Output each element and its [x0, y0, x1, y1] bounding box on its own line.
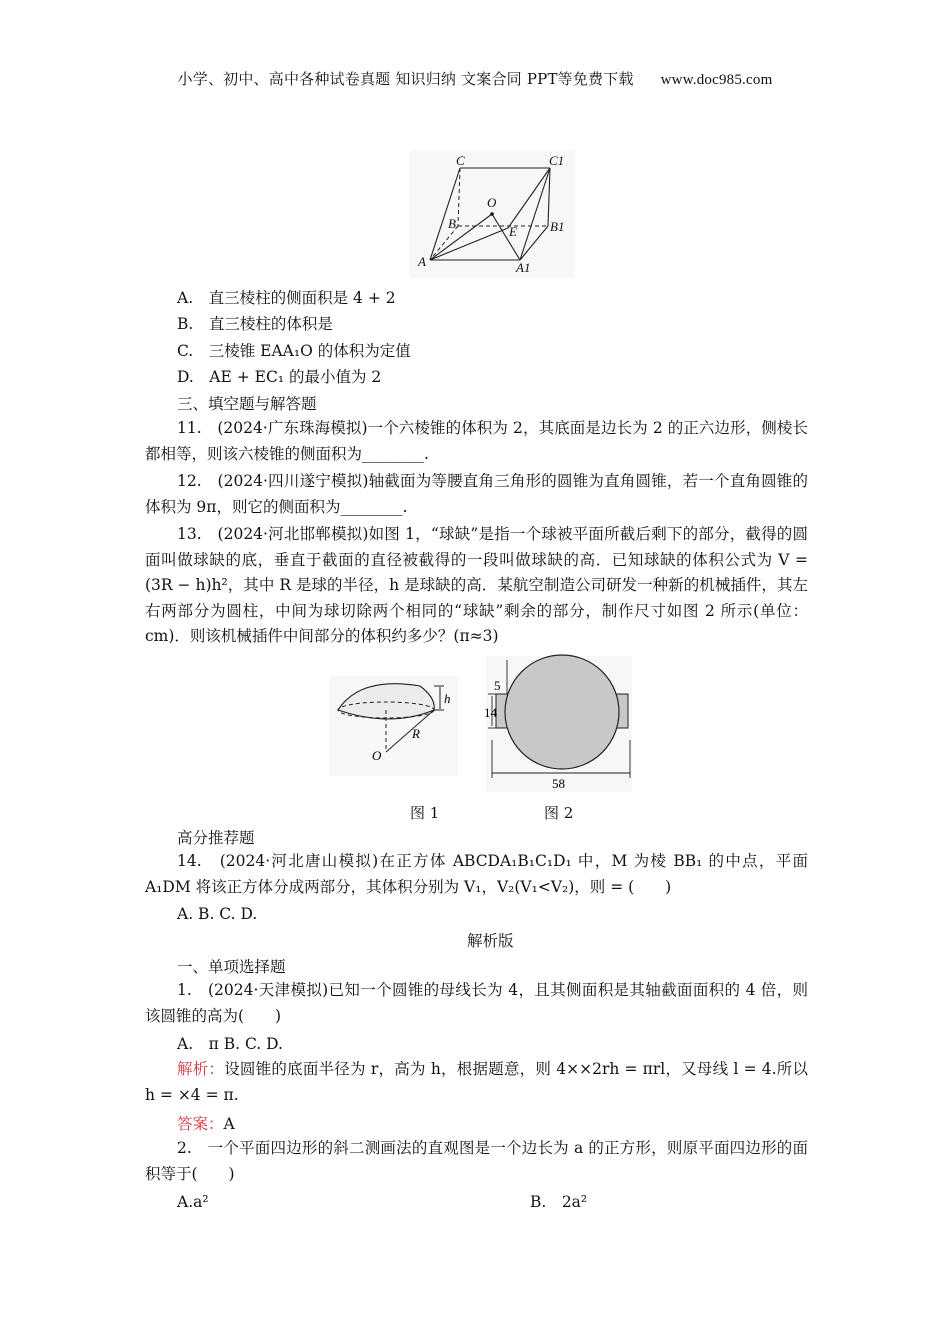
q2-option-b: B. 2a² — [530, 1193, 588, 1211]
label-o: O — [487, 195, 497, 210]
question-12: 12. (2024·四川遂宁模拟)轴截面为等腰直角三角形的圆锥为直角圆锥，若一个直角圆锥的体积为 9π，则它的侧面积为________. — [145, 472, 808, 516]
analysis-label: 解析： — [177, 1060, 225, 1078]
q1-answer — [177, 1114, 235, 1134]
insert-dim-side: 14 — [484, 705, 497, 720]
cap-label-o: O — [372, 748, 382, 763]
section3-title: 三、填空题与解答题 — [177, 395, 317, 413]
insert-figure — [486, 656, 632, 792]
question-1: 1. (2024·天津模拟)已知一个圆锥的母线长为 4，且其侧面积是其轴截面面积的 4 倍，则该圆锥的高为( ) — [145, 981, 808, 1025]
header-site: www.doc985.com — [660, 72, 773, 88]
q10-option-c: C. 三棱锥 EAA₁O 的体积为定值 — [177, 342, 411, 360]
label-c: C — [456, 153, 465, 168]
q10-option-b: B. 直三棱柱的体积是 — [177, 315, 333, 333]
label-b1: B1 — [550, 219, 565, 234]
figure-2-caption: 图 2 — [544, 804, 574, 822]
cap-label-h: h — [444, 691, 451, 706]
cap-label-r: R — [412, 726, 420, 741]
figure-1-caption: 图 1 — [410, 804, 440, 822]
q10-option-d: D. AE + EC₁ 的最小值为 2 — [177, 368, 382, 386]
q10-option-a: A. 直三棱柱的侧面积是 4 + 2 — [177, 289, 396, 307]
answer-label: 答案： — [177, 1115, 224, 1133]
answer-value: A — [223, 1115, 235, 1133]
q14-options: A. B. C. D. — [177, 905, 258, 923]
label-a1: A1 — [516, 260, 531, 275]
question-13: 13. (2024·河北邯郸模拟)如图 1，“球缺”是指一个球被平面所截后剩下的部分，截得的圆面叫做球缺的底，垂直于截面的直径被截得的一段叫做球缺的高．已知球缺的体积公式为 V = (3R − h)h²，其中 R 是球的半径，h 是球缺的高．某航空制造公司研发一种新的机械插件，其左右两部分为圆柱，中间为球切除两个相同的“球缺”剩余的部分，制作尺寸如图 2 所示(单位：cm)．则该机械插件中间部分的体积约多少？(π≈3) — [145, 525, 808, 645]
page-header — [0, 68, 950, 89]
spherical-cap-figure — [330, 676, 458, 776]
high-score-title: 高分推荐题 — [177, 829, 255, 847]
label-a: A — [418, 254, 426, 269]
label-e: E — [509, 224, 517, 239]
q1-options: A. π B. C. D. — [177, 1035, 283, 1053]
q1-analysis — [145, 1057, 808, 1108]
question-11: 11. (2024·广东珠海模拟)一个六棱锥的体积为 2，其底面是边长为 2 的正六边形，侧棱长都相等，则该六棱锥的侧面积为________. — [145, 419, 808, 463]
answer-section-title: 解析版 — [467, 932, 514, 950]
prism-figure — [410, 150, 575, 278]
question-14: 14. (2024·河北唐山模拟)在正方体 ABCDA₁B₁C₁D₁ 中，M 为棱 BB₁ 的中点，平面 A₁DM 将该正方体分成两部分，其体积分别为 V₁，V₂(V₁<V₂)，则 = ( ) — [145, 852, 808, 896]
point-o — [490, 212, 494, 216]
q2-option-a: A.a² — [177, 1193, 209, 1211]
analysis-text: 设圆锥的底面半径为 r，高为 h，根据题意，则 4××2rh = πrl，又母线 l = 4.所以 h = ×4 = π. — [145, 1060, 808, 1104]
question-2: 2. 一个平面四边形的斜二测画法的直观图是一个边长为 a 的正方形，则原平面四边形的面积等于( ) — [145, 1139, 808, 1183]
insert-dim-top: 5 — [494, 678, 501, 693]
insert-sphere — [505, 655, 619, 769]
header-text: 小学、初中、高中各种试卷真题 知识归纳 文案合同 PPT等免费下载 — [177, 70, 634, 88]
label-b: B — [448, 216, 456, 231]
label-c1: C1 — [549, 153, 565, 168]
section1-title: 一、单项选择题 — [177, 958, 286, 976]
insert-dim-bottom: 58 — [552, 776, 565, 791]
